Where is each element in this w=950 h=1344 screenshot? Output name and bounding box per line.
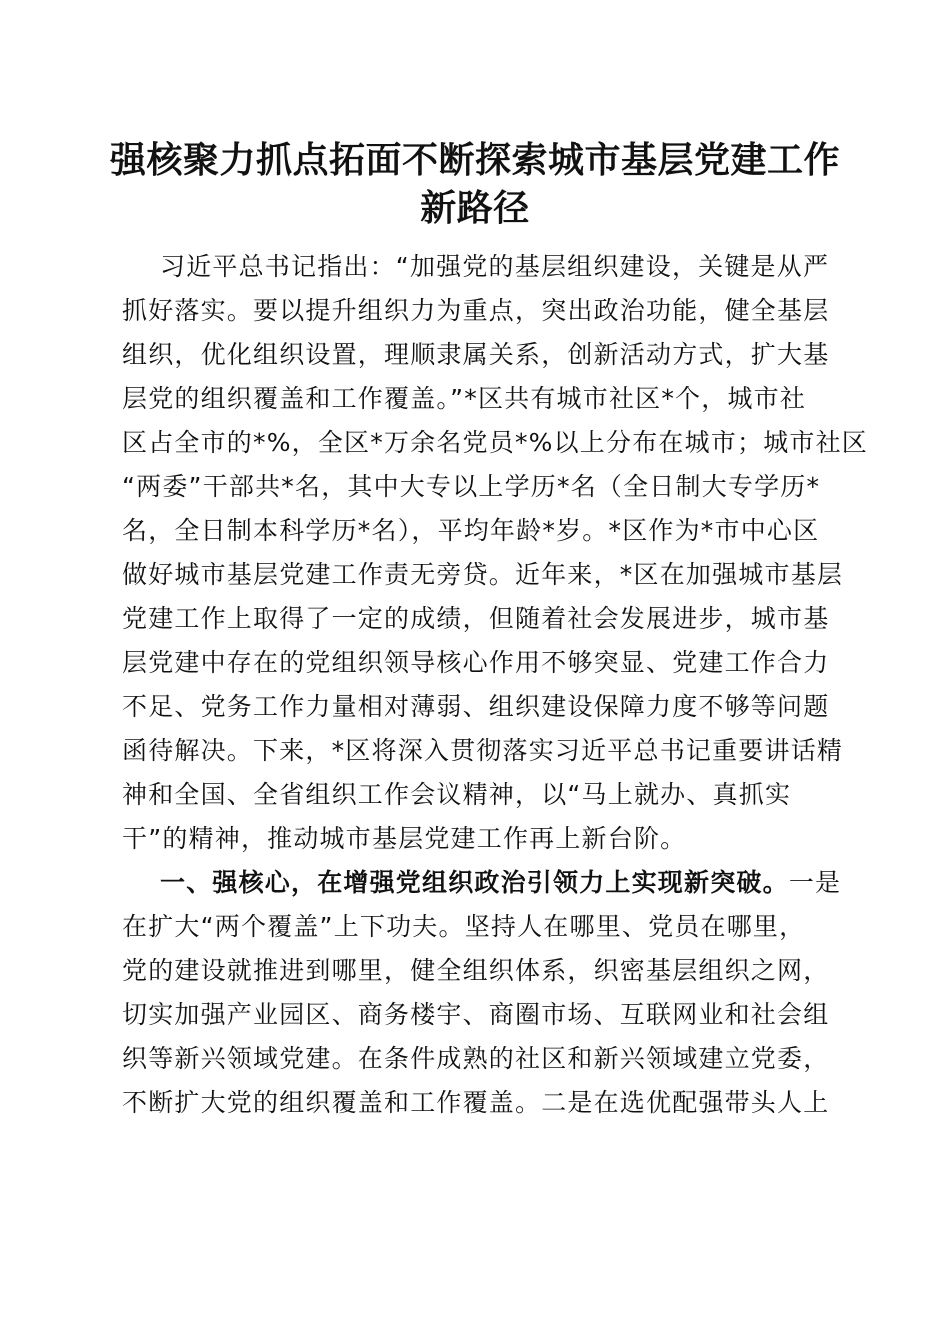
paragraph-line: 党建工作上取得了一定的成绩，但随着社会发展进步，城市基 bbox=[122, 604, 830, 633]
paragraph-line: 织等新兴领域党建。在条件成熟的社区和新兴领域建立党委， bbox=[122, 1044, 830, 1073]
paragraph-line: 神和全国、全省组织工作会议精神，以“马上就办、真抓实 bbox=[122, 780, 792, 809]
document-title-line-2: 新路径 bbox=[420, 187, 530, 229]
paragraph-line: 不断扩大党的组织覆盖和工作覆盖。二是在选优配强带头人上 bbox=[122, 1088, 830, 1117]
paragraph-line: 在扩大“两个覆盖”上下功夫。坚持人在哪里、党员在哪里， bbox=[122, 912, 806, 941]
paragraph-line: 抓好落实。要以提升组织力为重点，突出政治功能，健全基层 bbox=[122, 296, 830, 325]
section-heading-line bbox=[160, 863, 842, 903]
paragraph-line: 层党建中存在的党组织领导核心作用不够突显、党建工作合力 bbox=[122, 648, 830, 677]
document-title-line-1: 强核聚力抓点拓面不断探索城市基层党建工作 bbox=[109, 139, 840, 181]
section-first-tail: 一是 bbox=[788, 868, 842, 897]
paragraph-line: 习近平总书记指出：“加强党的基层组织建设，关键是从严 bbox=[160, 252, 830, 281]
paragraph-line: 区占全市的*%，全区*万余名党员*%以上分布在城市；城市社区 bbox=[122, 428, 869, 457]
paragraph-line: 组织，优化组织设置，理顺隶属关系，创新活动方式，扩大基 bbox=[122, 340, 830, 369]
paragraph-line: 名，全日制本科学历*名），平均年龄*岁。*区作为*市中心区 bbox=[122, 516, 820, 545]
paragraph-line: 干”的精神，推动城市基层党建工作再上新台阶。 bbox=[122, 824, 687, 853]
paragraph-line: “两委”干部共*名，其中大专以上学历*名（全日制大专学历* bbox=[122, 472, 821, 501]
section-heading: 一、强核心，在增强党组织政治引领力上实现新突破。 bbox=[160, 868, 789, 897]
paragraph-line: 层党的组织覆盖和工作覆盖。”*区共有城市社区*个，城市社 bbox=[122, 384, 807, 413]
paragraph-line: 函待解决。下来，*区将深入贯彻落实习近平总书记重要讲话精 bbox=[122, 736, 844, 765]
paragraph-line: 党的建设就推进到哪里，健全组织体系，织密基层组织之网， bbox=[122, 956, 830, 985]
paragraph-line: 切实加强产业园区、商务楼宇、商圈市场、互联网业和社会组 bbox=[122, 1000, 830, 1029]
paragraph-line: 做好城市基层党建工作责无旁贷。近年来，*区在加强城市基层 bbox=[122, 560, 844, 589]
paragraph-line: 不足、党务工作力量相对薄弱、组织建设保障力度不够等问题 bbox=[122, 692, 830, 721]
